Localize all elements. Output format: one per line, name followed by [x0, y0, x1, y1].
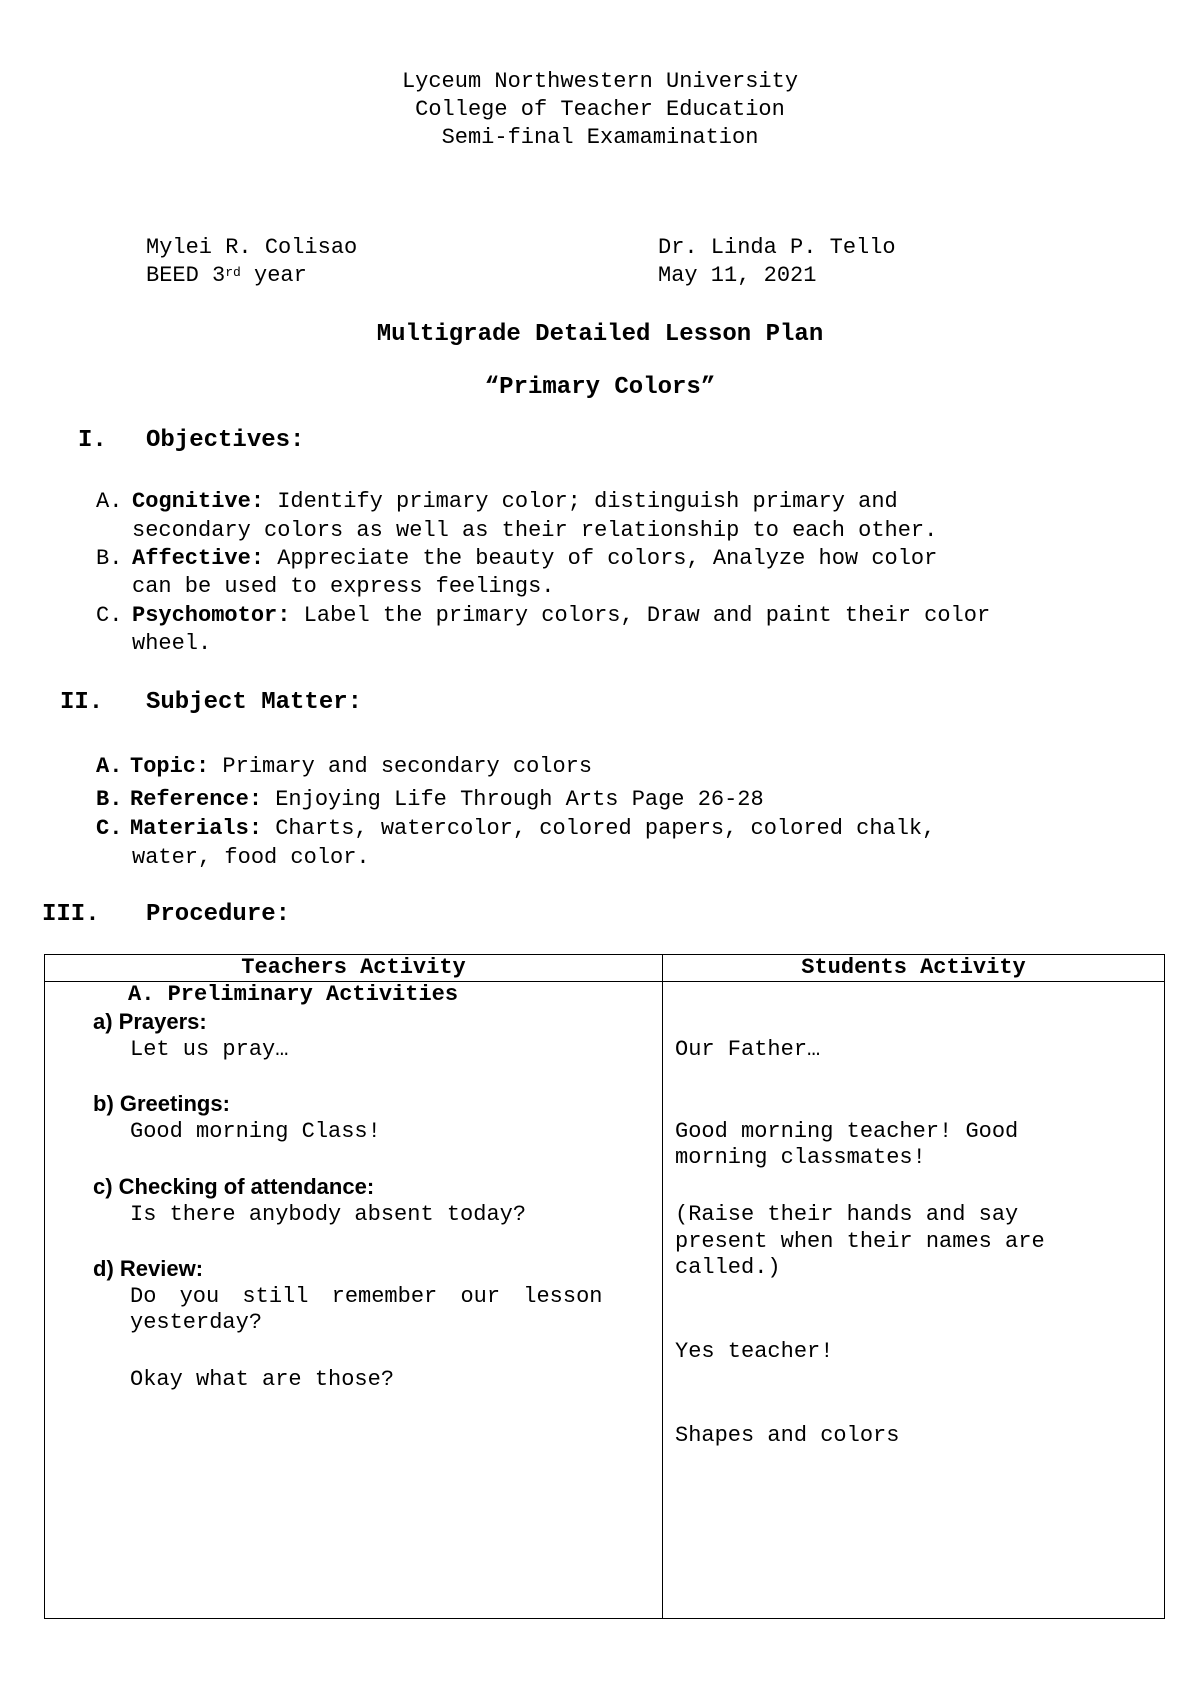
table-header-row [45, 955, 1165, 982]
procedure-heading: Procedure: [146, 901, 291, 928]
subject-materials-cont: water, food color. [132, 845, 370, 870]
procedure-table [44, 954, 1165, 1619]
review-label: d) Review: [93, 1256, 204, 1281]
review-text: Do you still remember our lesson yesterday? [130, 1284, 603, 1335]
student-prayer: Our Father… [675, 1037, 821, 1062]
subject-reference: Reference: Enjoying Life Through Arts Page 26-28 [130, 787, 764, 812]
column-header-students: Students Activity [663, 955, 1165, 982]
objective-letter: A. [96, 489, 123, 514]
subject-letter: C. [96, 816, 123, 841]
student-attendance-line: called.) [675, 1255, 781, 1280]
prayers-label: a) Prayers: [93, 1009, 207, 1034]
teacher-name: Dr. Linda P. Tello [658, 235, 896, 260]
objectives-numeral: I. [78, 427, 107, 454]
page-title: Multigrade Detailed Lesson Plan [376, 321, 824, 348]
lesson-subtitle: “Primary Colors” [484, 374, 716, 401]
subject-matter-numeral: II. [60, 689, 104, 716]
greetings-label: b) Greetings: [93, 1091, 230, 1116]
subject-materials: Materials: Charts, watercolor, colored papers, colored chalk, [130, 816, 936, 841]
university-name: Lyceum Northwestern University [401, 69, 799, 94]
review-followup: Okay what are those? [130, 1367, 395, 1392]
course-year: BEED 3rd year [146, 263, 307, 288]
student-greeting-line: Good morning teacher! Good [675, 1119, 1019, 1144]
exam-name: Semi-final Examamination [441, 125, 759, 150]
attendance-label: c) Checking of attendance: [93, 1174, 375, 1199]
procedure-numeral: III. [42, 901, 100, 928]
student-name: Mylei R. Colisao [146, 235, 358, 260]
student-attendance-line: (Raise their hands and say [675, 1202, 1019, 1227]
teacher-activity-cell [45, 982, 663, 1619]
objective-letter: C. [96, 603, 123, 628]
subject-letter: A. [96, 754, 123, 779]
date: May 11, 2021 [658, 263, 817, 288]
objectives-heading: Objectives: [146, 427, 305, 454]
objective-cognitive: Cognitive: Identify primary color; distinguish primary and [132, 489, 898, 514]
student-greeting-line: morning classmates! [675, 1145, 926, 1170]
objective-psychomotor: Psychomotor: Label the primary colors, Draw and paint their color [132, 603, 991, 628]
students-activity-cell [663, 982, 1165, 1619]
greetings-text: Good morning Class! [130, 1119, 381, 1144]
college-name: College of Teacher Education [415, 97, 785, 122]
objective-affective-cont: can be used to express feelings. [132, 574, 555, 599]
subject-topic: Topic: Primary and secondary colors [130, 754, 593, 779]
student-attendance-line: present when their names are [675, 1229, 1045, 1254]
subject-matter-heading: Subject Matter: [146, 689, 363, 716]
objective-letter: B. [96, 546, 123, 571]
objective-psychomotor-cont: wheel. [132, 631, 212, 656]
objective-cognitive-cont: secondary colors as well as their relationship to each other. [132, 518, 938, 543]
student-review-answer: Yes teacher! [675, 1339, 834, 1364]
attendance-text: Is there anybody absent today? [130, 1202, 527, 1227]
student-shapes-answer: Shapes and colors [675, 1423, 900, 1448]
objective-affective: Affective: Appreciate the beauty of colors, Analyze how color [132, 546, 938, 571]
prayers-text: Let us pray… [130, 1037, 289, 1062]
table-row [45, 982, 1165, 1619]
subject-letter: B. [96, 787, 123, 812]
section-heading: A. Preliminary Activities [128, 982, 459, 1007]
column-header-teacher: Teachers Activity [45, 955, 663, 982]
